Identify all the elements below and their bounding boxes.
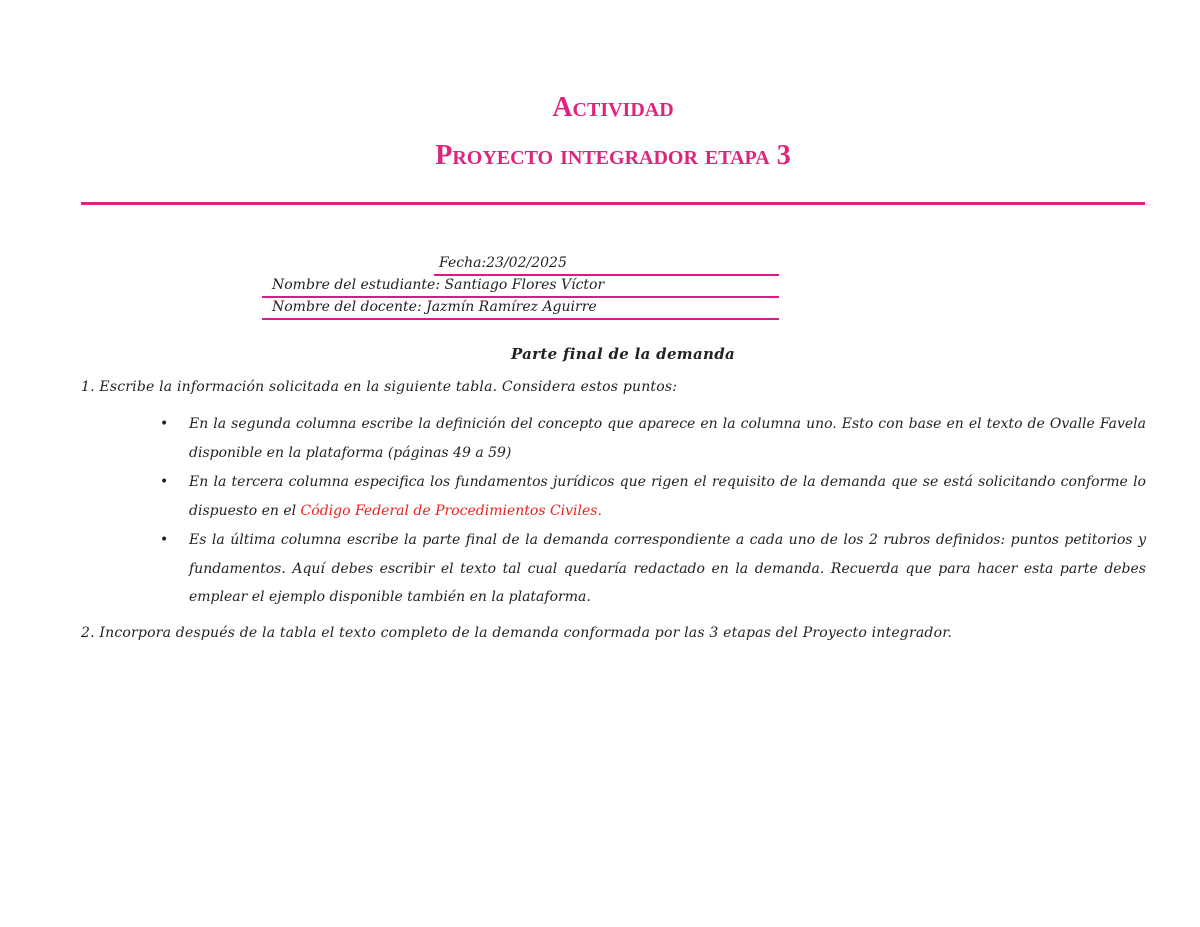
civil-code-link[interactable]: Código Federal de Procedimientos Civiles. [300,502,602,519]
activity-title: Actividad [552,92,674,123]
bullet-item-legal-basis [160,468,1146,525]
teacher-name-field: Nombre del docente: Jazmín Ramírez Aguirre [262,298,779,320]
bullet-text: Es la última columna escribe la parte final de la demanda correspondiente a cada uno de los 2 rubros definidos: puntos petitorios y fundamentos. Aquí debes escribir el texto tal cual quedaría redactado en la demanda. Recuerda que para hacer esta parte debes emplear el ejemplo disponible también en la plataforma. [189,532,1146,605]
student-info-block [262,254,779,320]
instruction-item-2: 2. Incorpora después de la tabla el texto completo de la demanda conformada por las 3 etapas del Proyecto integrador. [81,625,953,641]
bullet-marker-icon: • [160,532,169,548]
section-title: Parte final de la demanda [510,345,736,363]
bullet-marker-icon: • [160,416,169,432]
instruction-bullet-list [160,410,1146,613]
project-title: Proyecto integrador etapa 3 [435,140,791,171]
date-field: Fecha:23/02/2025 [434,254,779,276]
bullet-marker-icon: • [160,474,169,490]
bullet-text: En la tercera columna especifica los fundamentos jurídicos que rigen el requisito de la demanda que se está solicitando conforme lo dispuesto en el [189,474,1146,519]
student-name-field: Nombre del estudiante: Santiago Flores Víctor [262,276,779,298]
bullet-item-definition [160,410,1146,467]
instruction-item-1: 1. Escribe la información solicitada en la siguiente tabla. Considera estos puntos: [81,379,678,395]
header-divider [81,202,1145,205]
bullet-text: En la segunda columna escribe la definición del concepto que aparece en la columna uno. Esto con base en el texto de Ovalle Favela disponible en la plataforma (páginas 49 a 59) [189,416,1146,461]
bullet-item-final-part [160,526,1146,612]
